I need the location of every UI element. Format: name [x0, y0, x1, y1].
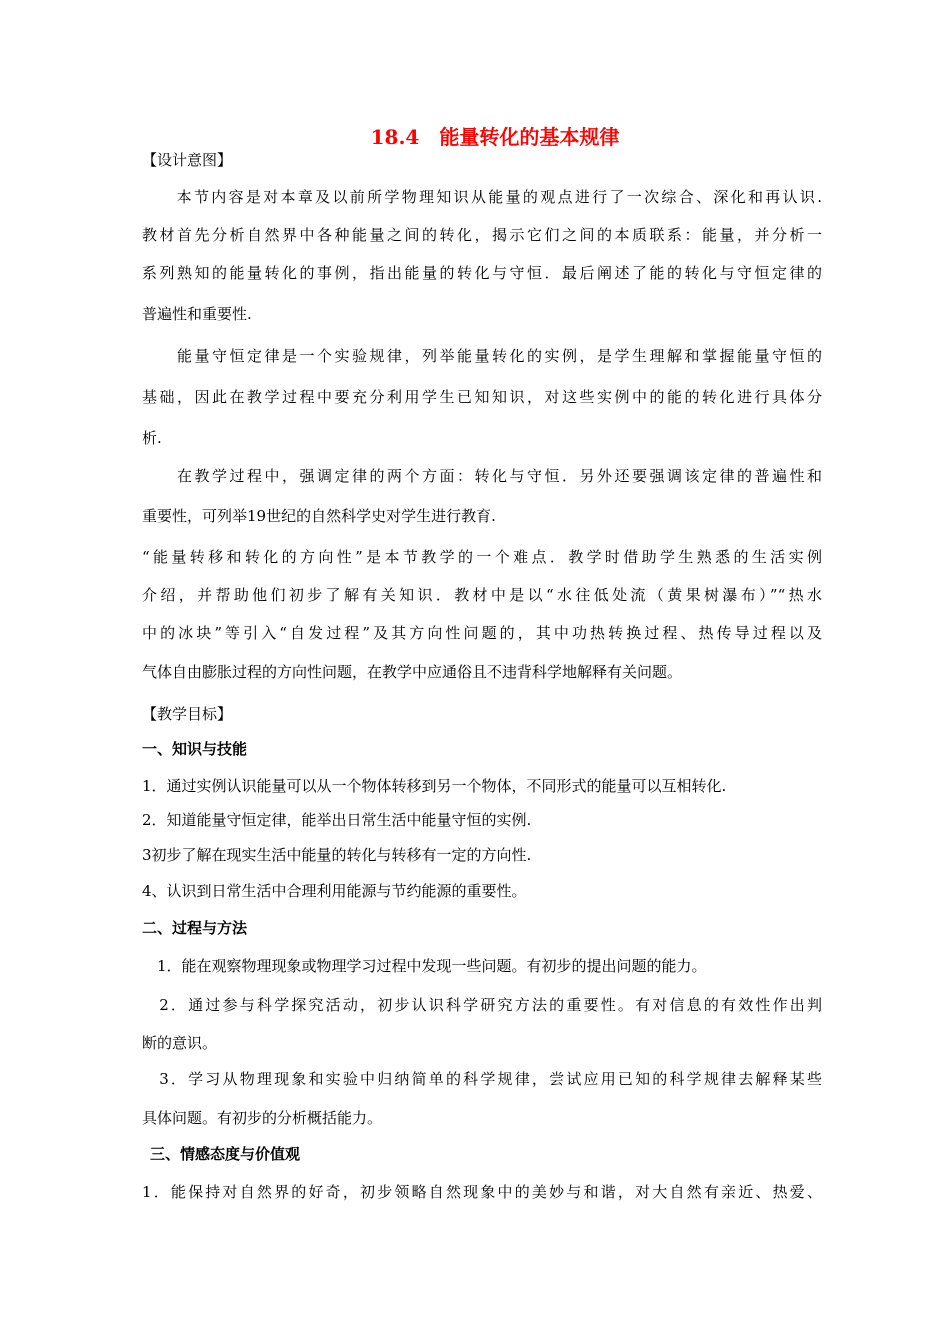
- subheading-emotion-values: 三、情感态度与价值观: [150, 1145, 301, 1163]
- paragraph-line: 教材首先分析自然界中各种能量之间的转化，揭示它们之间的本质联系：能量，并分析一: [142, 226, 822, 244]
- paragraph-line: 析.: [142, 429, 162, 447]
- paragraph-line: 介绍，并帮助他们初步了解有关知识．教材中是以“水往低处流（黄果树瀑布）”“热水: [142, 586, 822, 604]
- list-item: 4、认识到日常生活中合理利用能源与节约能源的重要性。: [142, 882, 527, 900]
- paragraph-line: 基础，因此在教学过程中要充分利用学生已知知识，对这些实例中的能的转化进行具体分: [142, 388, 822, 406]
- list-item: 2．通过参与科学探究活动，初步认识科学研究方法的重要性。有对信息的有效性作出判: [142, 996, 822, 1014]
- list-item: 1．能保持对自然界的好奇，初步领略自然现象中的美妙与和谐，对大自然有亲近、热爱、: [142, 1183, 822, 1201]
- paragraph-line: 重要性，可列举19世纪的自然科学史对学生进行教育.: [142, 507, 496, 525]
- paragraph-line: 中的冰块”等引入“自发过程”及其方向性问题的，其中功热转换过程、热传导过程以及: [142, 624, 822, 642]
- section-heading-design-intent: 【设计意图】: [142, 151, 233, 169]
- paragraph-line: 系列熟知的能量转化的事例，指出能量的转化与守恒．最后阐述了能的转化与守恒定律的: [142, 264, 822, 282]
- list-item: 2．知道能量守恒定律，能举出日常生活中能量守恒的实例.: [142, 811, 532, 829]
- paragraph-line: 能量守恒定律是一个实验规律，列举能量转化的实例，是学生理解和掌握能量守恒的: [142, 347, 822, 365]
- list-item: 3．学习从物理现象和实验中归纳简单的科学规律，尝试应用已知的科学规律去解释某些: [142, 1070, 822, 1088]
- subheading-knowledge-skills: 一、知识与技能: [142, 740, 248, 758]
- paragraph-line: 本节内容是对本章及以前所学物理知识从能量的观点进行了一次综合、深化和再认识.: [142, 188, 822, 206]
- paragraph-line: 普遍性和重要性.: [142, 305, 252, 323]
- page-title: 18.4 能量转化的基本规律: [370, 125, 620, 149]
- paragraph-line: “能量转移和转化的方向性”是本节教学的一个难点．教学时借助学生熟悉的生活实例: [142, 548, 822, 566]
- section-heading-teaching-goals: 【教学目标】: [142, 705, 233, 723]
- paragraph-line: 在教学过程中，强调定律的两个方面：转化与守恒．另外还要强调该定律的普遍性和: [142, 467, 822, 485]
- subheading-process-methods: 二、过程与方法: [142, 919, 248, 937]
- list-item-continuation: 断的意识。: [142, 1034, 218, 1052]
- list-item-continuation: 具体问题。有初步的分析概括能力。: [142, 1109, 383, 1127]
- list-item: 3初步了解在现实生活中能量的转化与转移有一定的方向性.: [142, 846, 532, 864]
- paragraph-line: 气体自由膨胀过程的方向性问题，在教学中应通俗且不违背科学地解释有关问题。: [142, 663, 683, 681]
- list-item: 1．能在观察物理现象或物理学习过程中发现一些问题。有初步的提出问题的能力。: [142, 957, 707, 975]
- list-item: 1．通过实例认识能量可以从一个物体转移到另一个物体，不同形式的能量可以互相转化.: [142, 777, 727, 795]
